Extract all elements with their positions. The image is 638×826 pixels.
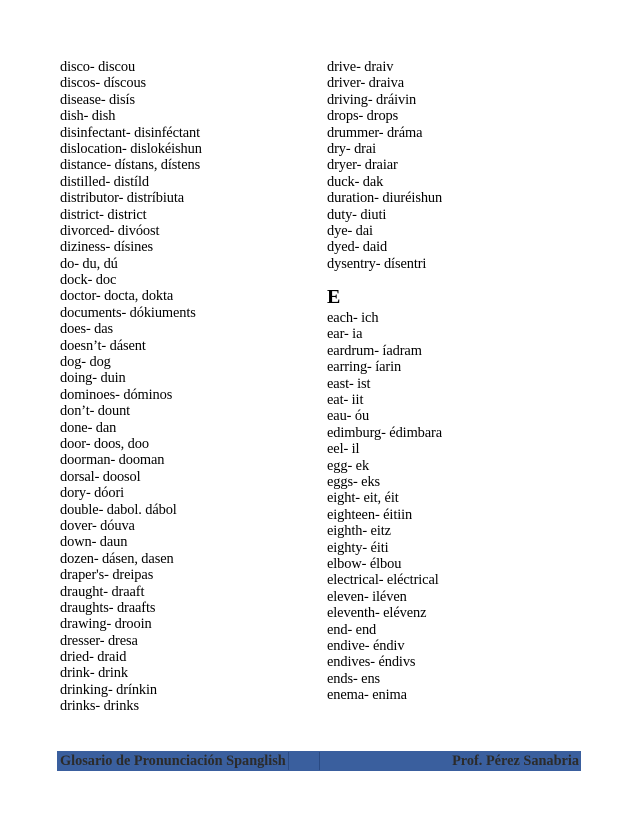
glossary-entry: dye- dai bbox=[327, 222, 373, 239]
glossary-entry: dover- dóuva bbox=[60, 517, 135, 534]
glossary-entry: elbow- élbou bbox=[327, 555, 402, 572]
left-column bbox=[60, 59, 315, 715]
glossary-entry: drive- draiv bbox=[327, 59, 394, 75]
glossary-entry: dried- draid bbox=[60, 649, 127, 666]
glossary-entry: doctor- docta, dokta bbox=[60, 288, 174, 305]
glossary-entry: dog- dog bbox=[60, 354, 111, 371]
glossary-entry: dish- dish bbox=[60, 108, 116, 125]
glossary-entry: drinks- drinks bbox=[60, 698, 139, 715]
glossary-entry: dry- drai bbox=[327, 140, 377, 157]
footer-title: Glosario de Pronunciación Spanglish bbox=[60, 753, 286, 769]
glossary-entry: eighty- éiti bbox=[327, 539, 389, 556]
glossary-entry: drummer- dráma bbox=[327, 124, 423, 141]
glossary-entry: enema- enima bbox=[327, 687, 407, 704]
glossary-entry: disease- disís bbox=[60, 91, 135, 108]
glossary-entry: disinfectant- disinféctant bbox=[60, 124, 201, 141]
glossary-entry: does- das bbox=[60, 321, 114, 338]
glossary-entry: discos- díscous bbox=[60, 75, 147, 92]
glossary-entry: dory- dóori bbox=[60, 485, 125, 502]
glossary-entry: district- district bbox=[60, 206, 147, 223]
glossary-entry: eight- eit, éit bbox=[327, 490, 399, 507]
glossary-entry: electrical- eléctrical bbox=[327, 572, 439, 589]
glossary-entry: drinking- drínkin bbox=[60, 681, 158, 698]
footer-divider bbox=[288, 752, 289, 770]
glossary-entry: egg- ek bbox=[327, 457, 370, 474]
glossary-entry: distance- dístans, dístens bbox=[60, 157, 201, 174]
glossary-entry: do- du, dú bbox=[60, 255, 118, 272]
glossary-entry: eardrum- íadram bbox=[327, 342, 422, 359]
glossary-entry: dock- doc bbox=[60, 272, 117, 289]
glossary-entry: edimburg- édimbara bbox=[327, 424, 443, 441]
glossary-entry: endives- éndivs bbox=[327, 654, 416, 671]
footer-divider bbox=[319, 752, 320, 770]
glossary-entry: doesn’t- dásent bbox=[60, 337, 146, 354]
glossary-entry: eighteen- éitiin bbox=[327, 506, 413, 523]
glossary-entry: down- daun bbox=[60, 534, 128, 551]
glossary-entry: ends- ens bbox=[327, 670, 381, 687]
glossary-entry: dresser- dresa bbox=[60, 632, 138, 649]
glossary-entry: distilled- distíld bbox=[60, 173, 149, 190]
glossary-entry: dominoes- dóminos bbox=[60, 386, 173, 403]
glossary-entry: driving- dráivin bbox=[327, 91, 417, 108]
glossary-entry: double- dabol. dábol bbox=[60, 501, 177, 518]
glossary-entry: eat- iit bbox=[327, 392, 364, 409]
section-heading-e: E bbox=[327, 286, 341, 309]
glossary-entry: divorced- divóost bbox=[60, 222, 160, 239]
right-column bbox=[327, 59, 587, 703]
glossary-entry: drawing- drooin bbox=[60, 616, 152, 633]
glossary-entry: duration- diuréishun bbox=[327, 190, 443, 207]
glossary-entry: draught- draaft bbox=[60, 583, 145, 600]
glossary-entry: drink- drink bbox=[60, 665, 128, 682]
footer-bar bbox=[57, 751, 581, 771]
footer-author: Prof. Pérez Sanabria bbox=[452, 753, 579, 769]
glossary-entry: driver- draiva bbox=[327, 75, 405, 92]
glossary-entry: doing- duin bbox=[60, 370, 126, 387]
glossary-entry: distributor- distríbiuta bbox=[60, 190, 185, 207]
glossary-entry: door- doos, doo bbox=[60, 435, 149, 452]
glossary-entry: each- ich bbox=[327, 310, 379, 327]
glossary-entry: duck- dak bbox=[327, 173, 384, 190]
glossary-entry: draughts- draafts bbox=[60, 599, 156, 616]
glossary-entry: dyed- daid bbox=[327, 239, 388, 256]
glossary-entry: eggs- eks bbox=[327, 473, 381, 490]
glossary-entry: eleventh- elévenz bbox=[327, 605, 427, 622]
glossary-entry: endive- éndiv bbox=[327, 637, 405, 654]
glossary-entry: eau- óu bbox=[327, 408, 370, 425]
glossary-entry: diziness- dísines bbox=[60, 239, 154, 256]
glossary-entry: eleven- iléven bbox=[327, 588, 407, 605]
glossary-entry: draper's- dreipas bbox=[60, 567, 154, 584]
glossary-entry: done- dan bbox=[60, 419, 117, 436]
glossary-entry: duty- diuti bbox=[327, 206, 387, 223]
glossary-entry: drops- drops bbox=[327, 108, 399, 125]
glossary-entry: earring- íarin bbox=[327, 359, 402, 376]
glossary-entry: ear- ia bbox=[327, 326, 363, 343]
glossary-entry: end- end bbox=[327, 621, 377, 638]
glossary-entry: dysentry- dísentri bbox=[327, 255, 427, 272]
glossary-entry: don’t- dount bbox=[60, 403, 131, 420]
glossary-entry: dozen- dásen, dasen bbox=[60, 550, 174, 567]
glossary-entry: dislocation- dislokéishun bbox=[60, 140, 202, 157]
glossary-entry: eighth- eitz bbox=[327, 523, 391, 540]
glossary-entry: eel- il bbox=[327, 441, 360, 458]
glossary-entry: disco- discou bbox=[60, 59, 136, 75]
glossary-entry: dryer- draiar bbox=[327, 157, 398, 174]
glossary-entry: east- ist bbox=[327, 375, 371, 392]
glossary-entry: dorsal- doosol bbox=[60, 468, 141, 485]
glossary-entry: doorman- dooman bbox=[60, 452, 165, 469]
glossary-entry: documents- dókiuments bbox=[60, 304, 196, 321]
